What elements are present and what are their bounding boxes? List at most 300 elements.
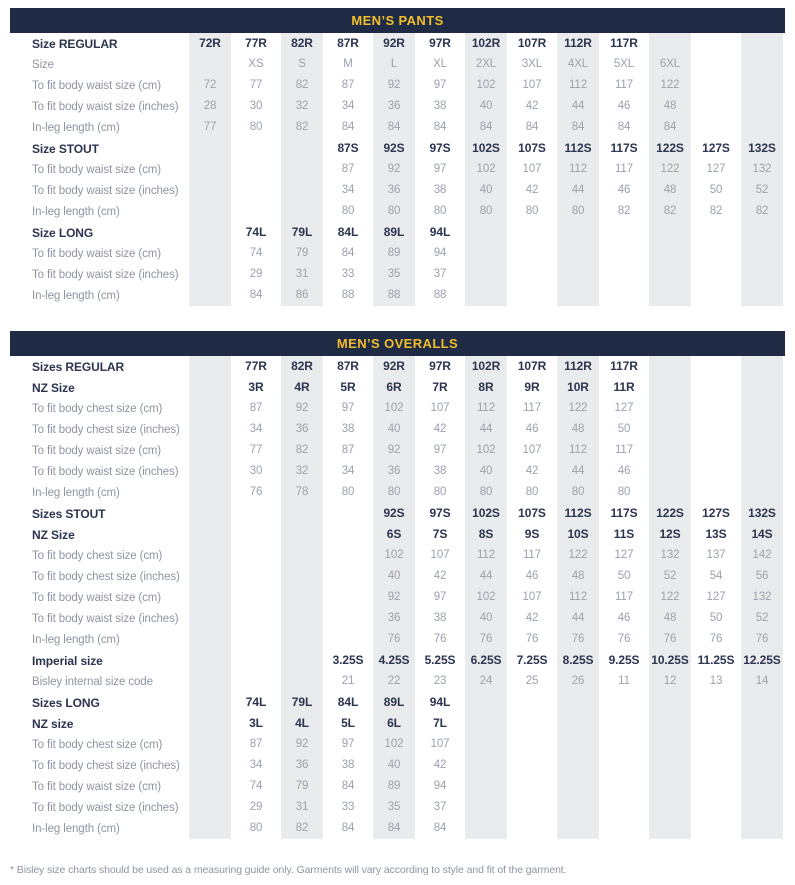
table-cell xyxy=(233,503,279,524)
table-cell xyxy=(601,692,647,713)
table-cell: 102 xyxy=(463,440,509,461)
table-cell: 82 xyxy=(739,201,785,222)
table-cell xyxy=(233,608,279,629)
table-cell: 52 xyxy=(739,608,785,629)
table-cell: 79L xyxy=(279,692,325,713)
table-cell: 52 xyxy=(647,566,693,587)
table-cell: 76 xyxy=(555,629,601,650)
table-cell xyxy=(739,54,785,75)
table-cell xyxy=(601,818,647,839)
mens-pants-table xyxy=(10,8,785,306)
table-cell xyxy=(739,818,785,839)
mens-overalls-title: MEN’S OVERALLS xyxy=(336,336,459,351)
table-cell xyxy=(463,818,509,839)
table-cell: 80 xyxy=(617,486,631,498)
table-cell: 33 xyxy=(341,801,355,813)
table-cell: 94L xyxy=(429,225,451,239)
table-cell: 40 xyxy=(463,461,509,482)
table-cell xyxy=(693,285,739,306)
table-cell: 92R xyxy=(371,356,417,377)
table-cell: 127 xyxy=(614,549,634,561)
table-cell: 117S xyxy=(610,506,638,520)
table-cell xyxy=(693,776,739,797)
table-cell: 2XL xyxy=(463,54,509,75)
table-cell xyxy=(555,243,601,264)
table-cell: 7R xyxy=(432,380,448,394)
table-cell: 117S xyxy=(610,141,638,155)
table-cell xyxy=(693,377,739,398)
table-cell xyxy=(187,482,233,503)
row-label: Size xyxy=(32,58,54,71)
table-cell: 117 xyxy=(614,591,634,603)
table-cell: 8R xyxy=(463,377,509,398)
table-cell xyxy=(647,243,693,264)
row-label: In-leg length (cm) xyxy=(32,121,120,134)
table-cell: 89 xyxy=(371,776,417,797)
table-cell: 107 xyxy=(430,738,450,750)
table-cell: 50 xyxy=(709,612,723,624)
table-cell: 92S xyxy=(371,503,417,524)
table-cell: 112R xyxy=(555,33,601,54)
table-cell: 34 xyxy=(341,100,355,112)
table-cell: 38 xyxy=(433,184,447,196)
table-cell: 78 xyxy=(279,482,325,503)
table-cell xyxy=(233,650,279,671)
table-cell: 48 xyxy=(647,180,693,201)
table-cell: 77 xyxy=(187,117,233,138)
table-cell: 3R xyxy=(248,380,264,394)
table-cell xyxy=(601,734,647,755)
row-label: In-leg length (cm) xyxy=(32,289,120,302)
table-cell xyxy=(647,285,693,306)
table-cell xyxy=(279,671,325,692)
row-label: To fit body waist size (inches) xyxy=(32,184,179,197)
table-row xyxy=(10,671,785,692)
row-label: In-leg length (cm) xyxy=(32,633,120,646)
table-cell xyxy=(739,75,785,96)
table-cell: 36 xyxy=(371,96,417,117)
table-cell: 92 xyxy=(279,734,325,755)
table-cell: 87 xyxy=(341,163,355,175)
table-cell: 94 xyxy=(433,247,447,259)
table-cell: 8S xyxy=(463,524,509,545)
table-cell: 80 xyxy=(341,486,355,498)
table-cell: 72 xyxy=(187,75,233,96)
table-cell xyxy=(463,243,509,264)
mens-overalls-table xyxy=(10,331,785,839)
table-cell: 132S xyxy=(739,503,785,524)
table-cell: 7L xyxy=(433,716,447,730)
table-cell xyxy=(187,243,233,264)
table-cell: 77 xyxy=(249,79,263,91)
table-cell: 76 xyxy=(647,629,693,650)
table-cell: 42 xyxy=(525,465,539,477)
table-cell: 112 xyxy=(463,398,509,419)
table-cell: 44 xyxy=(463,419,509,440)
table-cell: 28 xyxy=(187,96,233,117)
table-cell: 36 xyxy=(371,461,417,482)
table-row xyxy=(10,138,785,159)
table-cell: 10R xyxy=(555,377,601,398)
table-cell: 9.25S xyxy=(608,653,640,667)
table-cell: 7S xyxy=(432,527,448,541)
table-cell: 97S xyxy=(429,141,451,155)
table-cell: 122 xyxy=(647,587,693,608)
table-cell xyxy=(693,54,739,75)
table-cell xyxy=(693,75,739,96)
table-cell: 40 xyxy=(463,96,509,117)
table-cell: L xyxy=(371,54,417,75)
table-cell: 3L xyxy=(249,716,263,730)
table-row xyxy=(10,398,785,419)
table-row xyxy=(10,356,785,377)
table-cell: 42 xyxy=(525,612,539,624)
table-cell: 34 xyxy=(249,759,263,771)
table-cell xyxy=(693,734,739,755)
table-cell: 84L xyxy=(337,225,359,239)
table-cell: 5XL xyxy=(613,58,635,70)
table-cell: 50 xyxy=(617,423,631,435)
table-cell: 88 xyxy=(433,289,447,301)
table-row xyxy=(10,650,785,671)
table-cell: 82 xyxy=(647,201,693,222)
table-cell: 92 xyxy=(371,587,417,608)
table-cell xyxy=(463,734,509,755)
table-cell: 46 xyxy=(617,465,631,477)
table-cell xyxy=(509,713,555,734)
table-cell: 97R xyxy=(429,359,451,373)
table-cell xyxy=(647,440,693,461)
table-cell xyxy=(647,776,693,797)
table-cell xyxy=(601,713,647,734)
table-cell: 76 xyxy=(249,486,263,498)
table-cell: 4L xyxy=(279,713,325,734)
table-cell: 46 xyxy=(617,184,631,196)
table-cell: 4XL xyxy=(555,54,601,75)
table-cell: 97 xyxy=(433,79,447,91)
table-row xyxy=(10,264,785,285)
mens-pants-rows xyxy=(10,33,785,306)
table-cell xyxy=(279,566,325,587)
table-cell: 34 xyxy=(249,423,263,435)
table-cell: 84 xyxy=(341,822,355,834)
table-cell xyxy=(463,755,509,776)
table-cell: 117 xyxy=(614,163,634,175)
table-cell: 40 xyxy=(463,608,509,629)
table-cell xyxy=(693,797,739,818)
table-cell: 25 xyxy=(525,675,539,687)
table-cell: 35 xyxy=(371,264,417,285)
table-cell: 5.25S xyxy=(424,653,456,667)
table-cell: 74 xyxy=(249,247,263,259)
table-cell: 6.25S xyxy=(463,650,509,671)
table-row xyxy=(10,419,785,440)
table-cell: 92 xyxy=(371,440,417,461)
table-cell: 42 xyxy=(433,423,447,435)
table-cell: 102 xyxy=(463,75,509,96)
table-cell: 84 xyxy=(371,117,417,138)
table-cell xyxy=(739,797,785,818)
table-cell: 82 xyxy=(279,440,325,461)
table-cell: 80 xyxy=(463,482,509,503)
table-cell: 34 xyxy=(341,184,355,196)
table-cell: 112 xyxy=(555,440,601,461)
table-cell xyxy=(693,222,739,243)
row-label: Sizes LONG xyxy=(32,695,100,710)
table-cell xyxy=(325,524,371,545)
table-cell: S xyxy=(279,54,325,75)
table-cell: 107 xyxy=(522,79,542,91)
table-cell xyxy=(187,222,233,243)
table-cell: 40 xyxy=(371,419,417,440)
row-label: Sizes REGULAR xyxy=(32,359,125,374)
row-label: In-leg length (cm) xyxy=(32,205,120,218)
table-cell: 22 xyxy=(371,671,417,692)
row-label: To fit body waist size (inches) xyxy=(32,268,179,281)
table-cell: 76 xyxy=(709,633,723,645)
table-cell: 97 xyxy=(341,738,355,750)
table-cell: 107S xyxy=(518,141,546,155)
table-cell: 92 xyxy=(279,398,325,419)
table-cell: 11.25S xyxy=(697,653,735,667)
table-cell xyxy=(233,671,279,692)
table-cell: 6S xyxy=(371,524,417,545)
table-cell: 50 xyxy=(617,570,631,582)
table-cell: 79 xyxy=(279,243,325,264)
table-cell: 84 xyxy=(647,117,693,138)
table-cell: 52 xyxy=(739,180,785,201)
table-cell xyxy=(647,461,693,482)
table-cell: 142 xyxy=(739,545,785,566)
table-cell: 7.25S xyxy=(516,653,548,667)
table-cell xyxy=(187,377,233,398)
table-cell xyxy=(647,398,693,419)
table-cell xyxy=(463,692,509,713)
table-cell xyxy=(187,587,233,608)
table-cell xyxy=(693,117,739,138)
table-cell: 37 xyxy=(433,268,447,280)
table-cell: 79 xyxy=(279,776,325,797)
table-cell xyxy=(739,117,785,138)
table-row xyxy=(10,180,785,201)
table-cell: 21 xyxy=(341,675,355,687)
table-cell: 84 xyxy=(433,822,447,834)
row-label: Sizes STOUT xyxy=(32,506,106,521)
table-cell: 35 xyxy=(371,797,417,818)
table-cell xyxy=(647,482,693,503)
table-row xyxy=(10,776,785,797)
table-cell xyxy=(187,503,233,524)
table-cell xyxy=(233,180,279,201)
table-cell xyxy=(555,713,601,734)
table-cell xyxy=(739,96,785,117)
table-cell xyxy=(509,264,555,285)
table-cell: 102S xyxy=(463,138,509,159)
table-cell: 107 xyxy=(430,549,450,561)
table-cell: 87R xyxy=(337,36,359,50)
table-cell: 23 xyxy=(433,675,447,687)
table-cell xyxy=(325,503,371,524)
table-cell: 88 xyxy=(371,285,417,306)
table-cell xyxy=(279,629,325,650)
table-cell: 97 xyxy=(433,444,447,456)
table-cell: 94 xyxy=(433,780,447,792)
table-cell xyxy=(739,222,785,243)
table-cell xyxy=(187,461,233,482)
table-cell: 40 xyxy=(371,755,417,776)
table-cell xyxy=(601,285,647,306)
row-label: To fit body waist size (cm) xyxy=(32,591,161,604)
table-cell: 92 xyxy=(371,159,417,180)
table-cell: 42 xyxy=(525,184,539,196)
table-cell xyxy=(739,482,785,503)
table-cell: 76 xyxy=(525,633,539,645)
row-label: To fit body chest size (inches) xyxy=(32,570,180,583)
table-cell: 36 xyxy=(279,755,325,776)
table-cell xyxy=(233,159,279,180)
table-cell xyxy=(647,734,693,755)
table-cell xyxy=(555,692,601,713)
table-cell: 32 xyxy=(279,461,325,482)
table-cell: 44 xyxy=(555,461,601,482)
table-cell: 31 xyxy=(279,264,325,285)
table-cell: 80 xyxy=(433,486,447,498)
table-cell: 46 xyxy=(617,612,631,624)
table-cell: 132S xyxy=(739,138,785,159)
table-cell: 26 xyxy=(555,671,601,692)
table-cell: 97 xyxy=(433,163,447,175)
table-cell: 13S xyxy=(705,527,727,541)
table-cell xyxy=(739,461,785,482)
table-row xyxy=(10,285,785,306)
table-cell xyxy=(279,159,325,180)
table-cell xyxy=(187,54,233,75)
table-row xyxy=(10,692,785,713)
table-cell xyxy=(233,629,279,650)
table-row xyxy=(10,201,785,222)
table-cell xyxy=(647,264,693,285)
table-cell xyxy=(279,524,325,545)
mens-overalls-rows xyxy=(10,356,785,839)
table-cell: 107 xyxy=(522,163,542,175)
table-cell xyxy=(509,818,555,839)
table-row xyxy=(10,734,785,755)
table-cell: 82 xyxy=(709,205,723,217)
table-cell: 112 xyxy=(555,75,601,96)
table-cell xyxy=(463,264,509,285)
table-cell: 94L xyxy=(429,695,451,709)
table-cell: 127 xyxy=(706,163,726,175)
table-cell xyxy=(279,503,325,524)
table-cell xyxy=(739,776,785,797)
table-cell xyxy=(739,755,785,776)
table-cell xyxy=(187,180,233,201)
table-cell: 44 xyxy=(555,96,601,117)
table-cell: 117 xyxy=(614,79,634,91)
table-cell xyxy=(279,201,325,222)
table-cell xyxy=(693,461,739,482)
table-row xyxy=(10,75,785,96)
table-cell xyxy=(233,524,279,545)
table-cell xyxy=(279,138,325,159)
table-cell: 117R xyxy=(610,359,638,373)
table-row xyxy=(10,96,785,117)
table-cell: 92 xyxy=(371,75,417,96)
table-cell: 102R xyxy=(463,33,509,54)
table-cell: 76 xyxy=(463,629,509,650)
table-cell xyxy=(187,440,233,461)
table-cell xyxy=(739,243,785,264)
row-label: To fit body waist size (inches) xyxy=(32,100,179,113)
table-cell: 31 xyxy=(279,797,325,818)
table-cell: 88 xyxy=(341,289,355,301)
table-cell: 87 xyxy=(249,402,263,414)
table-cell: 132 xyxy=(739,587,785,608)
table-cell xyxy=(187,671,233,692)
table-cell: 48 xyxy=(647,96,693,117)
table-cell: 84 xyxy=(249,289,263,301)
table-cell: 127 xyxy=(706,591,726,603)
table-cell: 12.25S xyxy=(739,650,785,671)
table-cell xyxy=(555,755,601,776)
table-row xyxy=(10,587,785,608)
table-cell: 76 xyxy=(617,633,631,645)
table-cell: 102 xyxy=(371,734,417,755)
table-cell: 80 xyxy=(525,205,539,217)
table-cell xyxy=(647,419,693,440)
table-cell xyxy=(693,96,739,117)
table-cell: 5L xyxy=(341,716,355,730)
table-row xyxy=(10,159,785,180)
table-cell: 84 xyxy=(555,117,601,138)
table-cell: 122 xyxy=(555,545,601,566)
table-cell xyxy=(739,440,785,461)
table-row xyxy=(10,713,785,734)
row-label: Imperial size xyxy=(32,653,103,668)
table-cell: 102 xyxy=(371,398,417,419)
table-cell: 74L xyxy=(245,225,267,239)
table-cell: 87 xyxy=(341,444,355,456)
row-label: To fit body waist size (inches) xyxy=(32,612,179,625)
table-cell xyxy=(739,356,785,377)
table-cell: 102 xyxy=(463,587,509,608)
table-cell xyxy=(555,734,601,755)
table-cell xyxy=(739,264,785,285)
table-cell xyxy=(739,419,785,440)
table-cell: 44 xyxy=(555,180,601,201)
table-cell: 46 xyxy=(525,570,539,582)
row-label: To fit body waist size (cm) xyxy=(32,247,161,260)
table-cell: 11 xyxy=(618,675,630,687)
table-cell: 38 xyxy=(433,465,447,477)
table-cell xyxy=(233,587,279,608)
table-row xyxy=(10,608,785,629)
table-cell: 80 xyxy=(555,201,601,222)
table-cell xyxy=(693,818,739,839)
table-row xyxy=(10,461,785,482)
table-cell: 42 xyxy=(433,759,447,771)
table-cell xyxy=(187,608,233,629)
table-cell xyxy=(647,692,693,713)
table-cell: 107 xyxy=(522,444,542,456)
row-label: Size LONG xyxy=(32,225,94,240)
table-cell: 112 xyxy=(555,587,601,608)
table-cell: 76 xyxy=(739,629,785,650)
table-cell xyxy=(187,201,233,222)
table-cell: 89 xyxy=(371,243,417,264)
table-cell: 24 xyxy=(463,671,509,692)
table-cell: 37 xyxy=(433,801,447,813)
